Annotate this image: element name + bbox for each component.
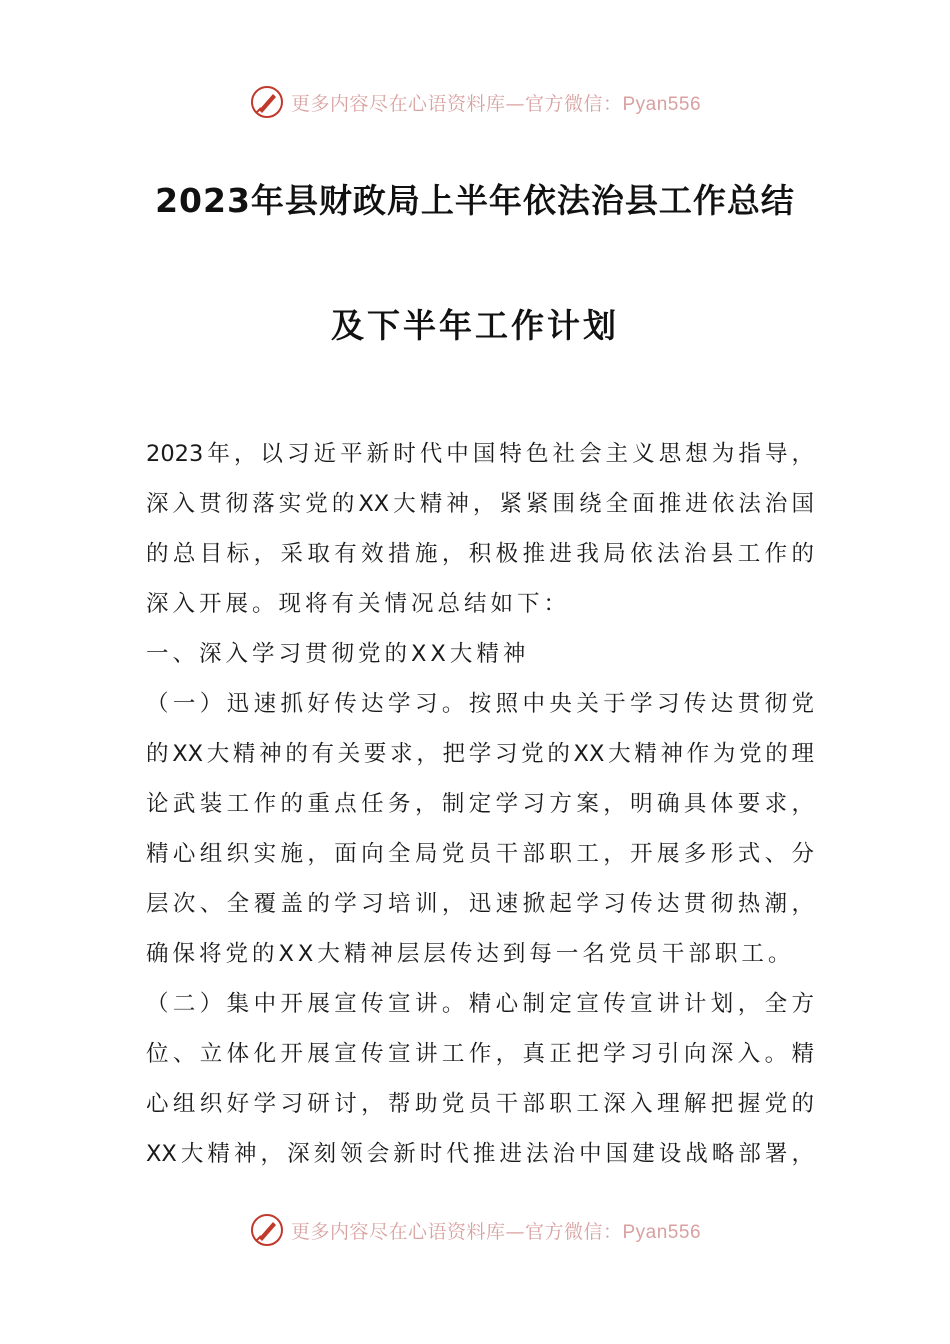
watermark-wechat-id: Pyan556: [622, 93, 702, 115]
watermark-wechat-id: Pyan556: [622, 1221, 702, 1243]
watermark-text: 更多内容尽在心语资料库—官方微信：Pyan556: [290, 1220, 702, 1243]
body-line: （二）集中开展宣传宣讲。精心制定宣传宣讲计划，全方: [146, 991, 814, 1017]
document-title-line-2: 及下半年工作计划: [331, 306, 619, 345]
body-line: 深入开展。现将有关情况总结如下：: [146, 591, 571, 617]
body-line: 的XX大精神的有关要求，把学习党的XX大精神作为党的理: [146, 741, 814, 767]
body-line: XX大精神，深刻领会新时代推进法治中国建设战略部署，: [146, 1141, 814, 1167]
document-title-line-1: 2023年县财政局上半年依法治县工作总结: [155, 181, 795, 220]
body-line: 确保将党的XX大精神层层传达到每一名党员干部职工。: [146, 941, 795, 967]
body-line: （一）迅速抓好传达学习。按照中央关于学习传达贯彻党: [146, 691, 814, 717]
body-line: 层次、全覆盖的学习培训，迅速掀起学习传达贯彻热潮，: [146, 891, 814, 917]
body-line: 论武装工作的重点任务，制定学习方案，明确具体要求，: [146, 791, 814, 817]
document-body: [146, 429, 814, 1179]
body-line: 2023年，以习近平新时代中国特色社会主义思想为指导，: [146, 441, 814, 467]
quill-pen-logo-icon: [249, 1212, 285, 1248]
body-line: 深入贯彻落实党的XX大精神，紧紧围绕全面推进依法治国: [146, 491, 814, 517]
watermark-banner-bottom: [0, 1210, 950, 1250]
body-line: 的总目标，采取有效措施，积极推进我局依法治县工作的: [146, 541, 814, 567]
body-line: 心组织好学习研讨，帮助党员干部职工深入理解把握党的: [146, 1091, 814, 1117]
watermark-banner-top: [0, 82, 950, 122]
section-heading: 一、深入学习贯彻党的XX大精神: [146, 641, 530, 667]
body-line: 位、立体化开展宣传宣讲工作，真正把学习引向深入。精: [146, 1041, 814, 1067]
quill-pen-logo-icon: [249, 84, 285, 120]
watermark-text: 更多内容尽在心语资料库—官方微信：Pyan556: [290, 92, 702, 115]
body-line: 精心组织实施，面向全局党员干部职工，开展多形式、分: [146, 841, 814, 867]
